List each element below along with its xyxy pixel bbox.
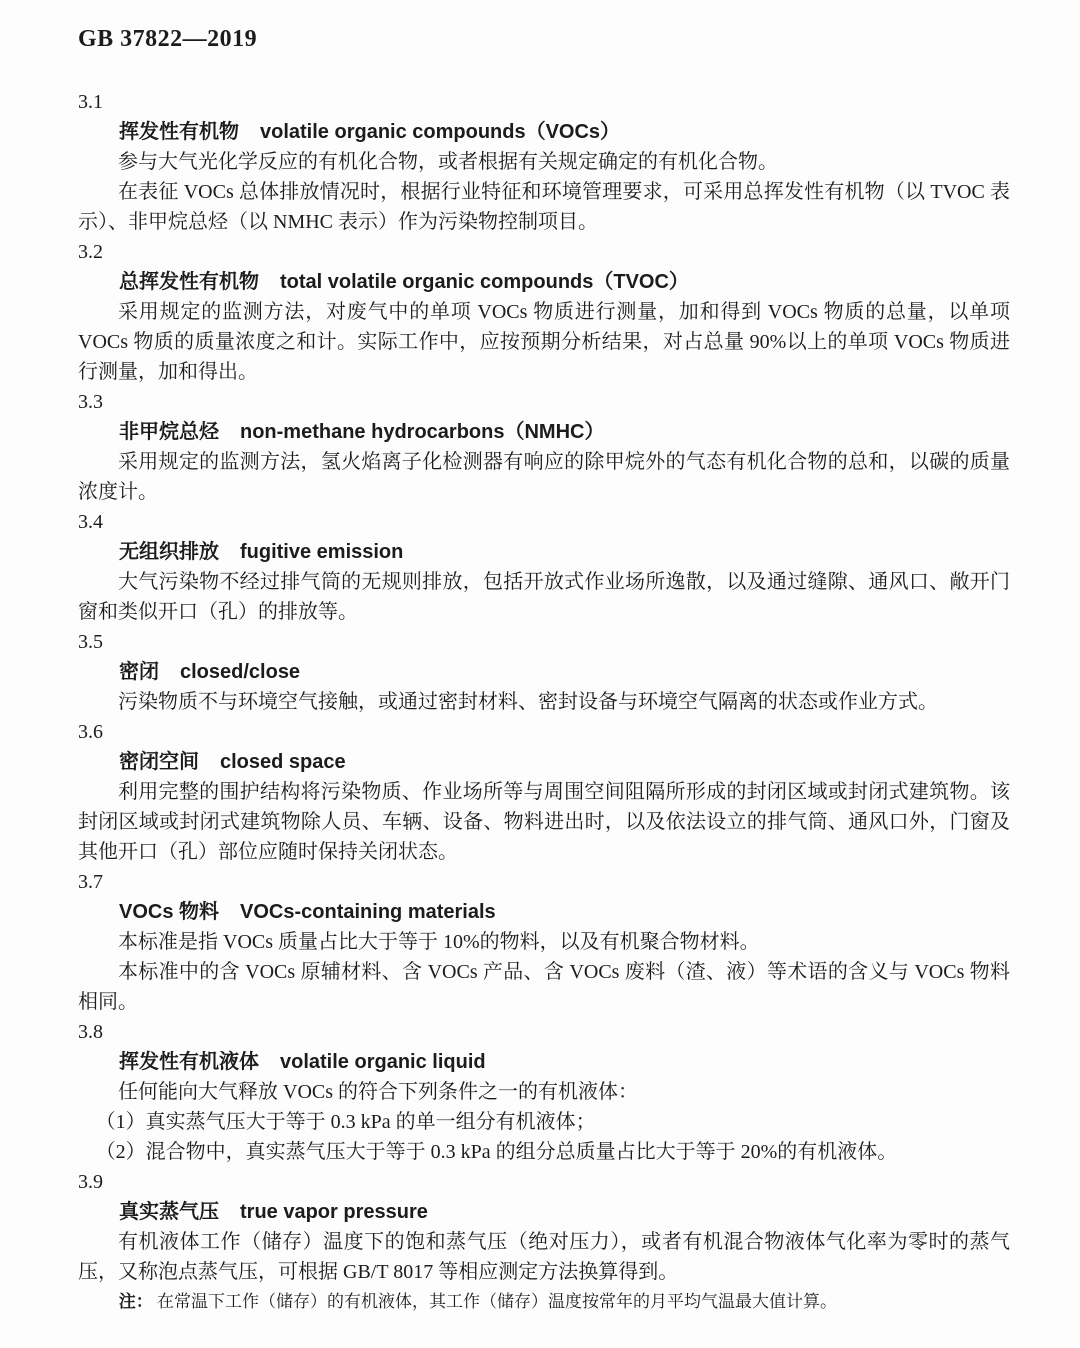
section-number: 3.4 [78,511,103,533]
section-number: 3.3 [78,391,103,413]
standard-number: GB 37822—2019 [78,26,258,52]
definition-paragraph: 本标准是指 VOCs 质量占比大于等于 10%的物料，以及有机聚合物材料。 [118,931,760,953]
section-number: 3.2 [78,241,103,263]
term-zh: 密闭空间 [119,751,199,773]
term-zh: VOCs 物料 [119,901,220,923]
definition-paragraph: （1）真实蒸气压大于等于 0.3 kPa 的单一组分有机液体； [95,1111,596,1133]
term-line [78,1197,1010,1227]
definition-paragraph: 本标准中的含 VOCs 原辅材料、含 VOCs 产品、含 VOCs 废料（渣、液）等术语的含义与 VOCs 物料相同。 [78,961,1010,1013]
term-line [78,417,1010,447]
term-en: closed/close [180,661,301,683]
definition-paragraph: 参与大气光化学反应的有机化合物，或者根据有关规定确定的有机化合物。 [118,151,778,173]
term-section [78,387,1010,507]
term-en: volatile organic compounds（VOCs） [260,121,621,143]
term-zh: 非甲烷总烃 [119,421,219,443]
definition-paragraph: 大气污染物不经过排气筒的无规则排放，包括开放式作业场所逸散，以及通过缝隙、通风口、敞开门窗和类似开口（孔）的排放等。 [78,571,1010,623]
term-en: closed space [220,751,346,773]
term-line [78,117,1010,147]
term-line [78,747,1010,777]
term-section [78,1017,1010,1167]
section-number: 3.9 [78,1171,103,1193]
term-zh: 挥发性有机物 [119,121,239,143]
definition-paragraph: 有机液体工作（储存）温度下的饱和蒸气压（绝对压力），或者有机混合物液体气化率为零时的蒸气压，又称泡点蒸气压，可根据 GB/T 8017 等相应测定方法换算得到。 [78,1231,1010,1283]
definition-paragraph: 利用完整的围护结构将污染物质、作业场所等与周围空间阻隔所形成的封闭区域或封闭式建筑物。该封闭区域或封闭式建筑物除人员、车辆、设备、物料进出时，以及依法设立的排气筒、通风口外，门窗及其他开口（孔）部位应随时保持关闭状态。 [78,781,1010,863]
section-number: 3.6 [78,721,103,743]
term-line [78,267,1010,297]
term-section [78,87,1010,237]
term-zh: 真实蒸气压 [119,1201,219,1223]
term-line [78,537,1010,567]
note-paragraph: 注： 在常温下工作（储存）的有机液体，其工作（储存）温度按常年的月平均气温最大值计算。 [118,1292,838,1311]
sections-container [78,87,1010,1317]
definition-paragraph: 在表征 VOCs 总体排放情况时，根据行业特征和环境管理要求，可采用总挥发性有机物（以 TVOC 表示）、非甲烷总烃（以 NMHC 表示）作为污染物控制项目。 [78,181,1010,233]
term-section [78,627,1010,717]
term-section [78,717,1010,867]
term-line [78,1047,1010,1077]
term-en: non-methane hydrocarbons（NMHC） [240,421,605,443]
term-en: volatile organic liquid [280,1051,486,1073]
term-en: true vapor pressure [240,1201,428,1223]
section-number: 3.1 [78,91,103,113]
term-zh: 总挥发性有机物 [119,271,259,293]
term-en: VOCs-containing materials [240,901,496,923]
definition-paragraph: 任何能向大气释放 VOCs 的符合下列条件之一的有机液体： [118,1081,639,1103]
term-line [78,897,1010,927]
term-line [78,657,1010,687]
definition-paragraph: 采用规定的监测方法，对废气中的单项 VOCs 物质进行测量，加和得到 VOCs 物质的总量，以单项 VOCs 物质的质量浓度之和计。实际工作中，应按预期分析结果，对占总量 90%以上的单项 VOCs 物质进行测量，加和得出。 [78,301,1010,383]
term-en: total volatile organic compounds（TVOC） [280,271,689,293]
term-zh: 无组织排放 [119,541,219,563]
term-section [78,237,1010,387]
section-number: 3.5 [78,631,103,653]
term-section [78,1167,1010,1317]
section-number: 3.8 [78,1021,103,1043]
term-section [78,507,1010,627]
definition-paragraph: （2）混合物中，真实蒸气压大于等于 0.3 kPa 的组分总质量占比大于等于 20%的有机液体。 [95,1141,898,1163]
definition-paragraph: 采用规定的监测方法，氢火焰离子化检测器有响应的除甲烷外的气态有机化合物的总和，以碳的质量浓度计。 [78,451,1010,503]
note-label: 注： [118,1292,153,1311]
term-zh: 密闭 [119,661,159,683]
term-section [78,867,1010,1017]
definition-paragraph: 污染物质不与环境空气接触，或通过密封材料、密封设备与环境空气隔离的状态或作业方式。 [118,691,938,713]
section-number: 3.7 [78,871,103,893]
term-zh: 挥发性有机液体 [119,1051,259,1073]
term-en: fugitive emission [240,541,404,563]
